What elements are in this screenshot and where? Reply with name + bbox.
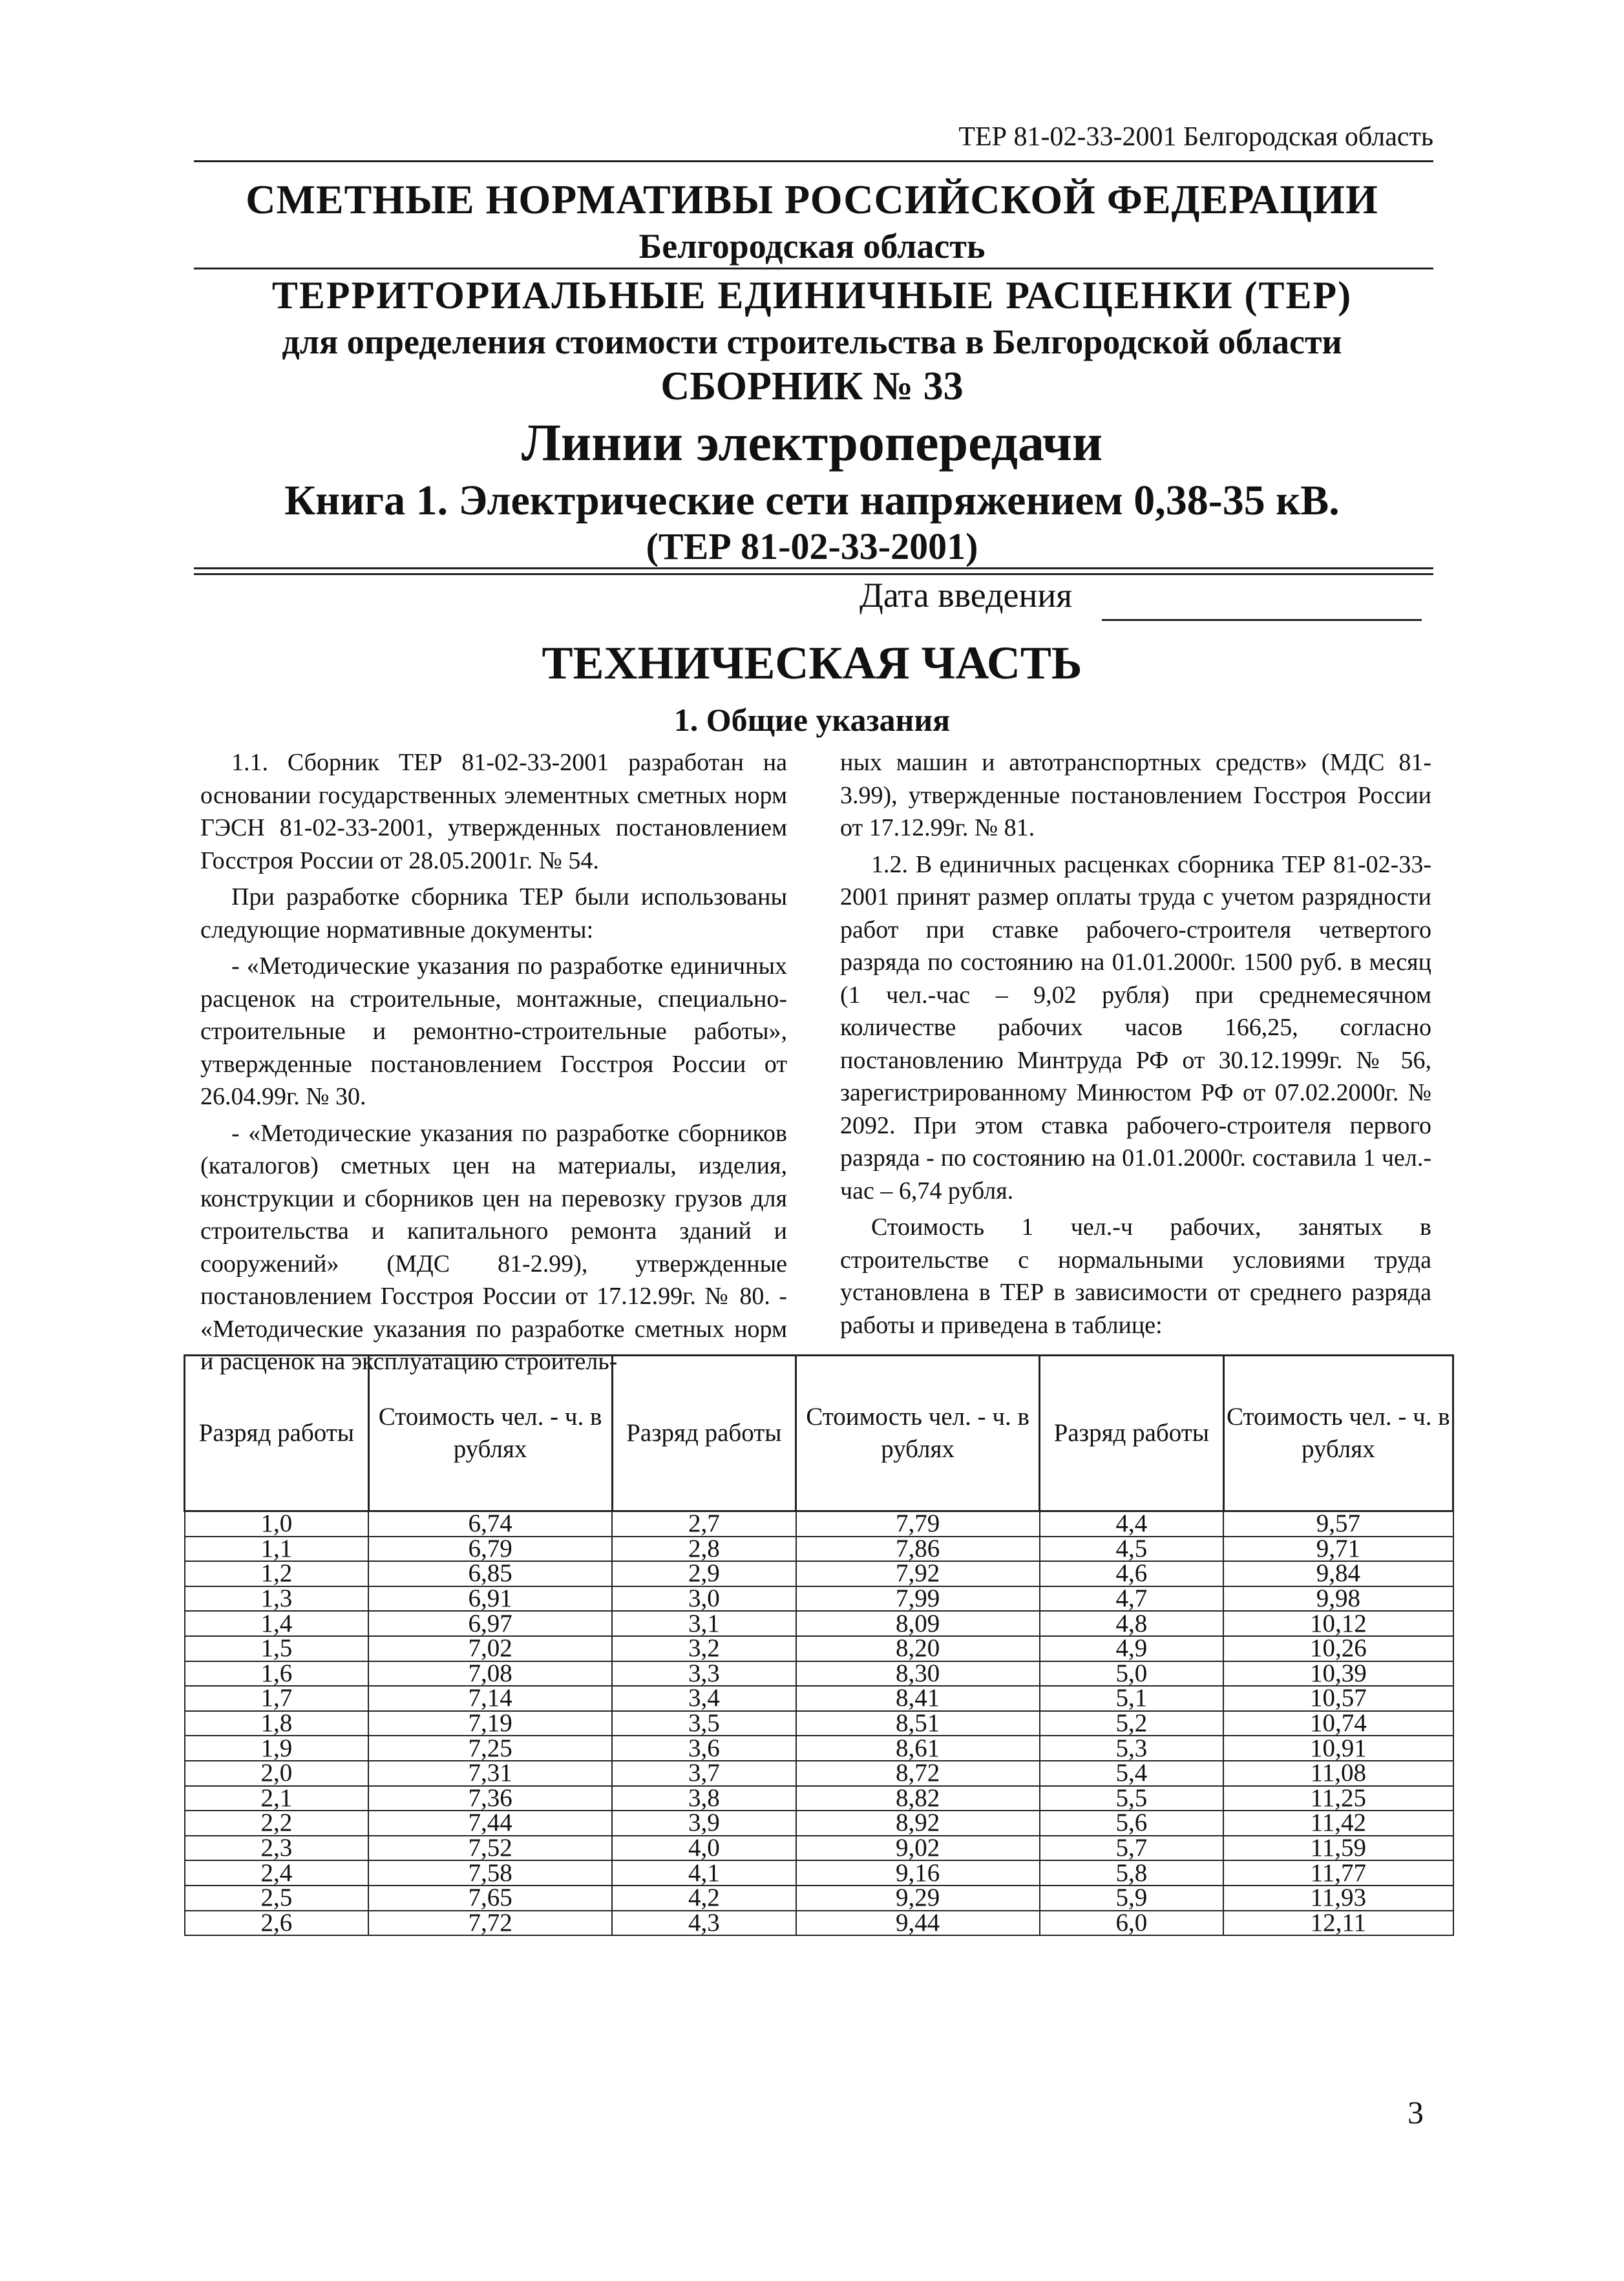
grade-cell: 5,8 <box>1040 1860 1224 1886</box>
cost-cell: 8,51 <box>796 1711 1040 1736</box>
grade-cell: 1,7 <box>185 1686 369 1711</box>
table-row <box>185 1636 1453 1661</box>
grade-cell: 3,8 <box>612 1786 796 1811</box>
cost-cell: 7,86 <box>796 1537 1040 1562</box>
grade-cell: 1,3 <box>185 1586 369 1612</box>
header-cost: Стоимость чел. - ч. в рублях <box>368 1356 612 1511</box>
grade-cell: 3,4 <box>612 1686 796 1711</box>
grade-cell: 4,3 <box>612 1911 796 1936</box>
grade-cell: 4,7 <box>1040 1586 1224 1612</box>
cost-cell: 7,79 <box>796 1511 1040 1537</box>
header-cost: Стоимость чел. - ч. в рублях <box>1223 1356 1453 1511</box>
title-line-5: СБОРНИК № 33 <box>660 364 964 408</box>
grade-cell: 1,6 <box>185 1661 369 1687</box>
table-row <box>185 1537 1453 1562</box>
cost-cell: 8,41 <box>796 1686 1040 1711</box>
cost-cell: 7,72 <box>368 1911 612 1936</box>
grade-cell: 5,0 <box>1040 1661 1224 1687</box>
grade-cell: 2,9 <box>612 1561 796 1586</box>
paragraph: ных машин и автотранспортных средств» (МДС 81-3.99), утвержденные постановлением Госстроя России от 17.12.99г. № 81. <box>840 749 1431 841</box>
grade-cell: 5,1 <box>1040 1686 1224 1711</box>
title-line-4: для определения стоимости строительства в Белгородской области <box>282 322 1342 361</box>
cost-cell: 7,02 <box>368 1636 612 1661</box>
cost-cell: 6,85 <box>368 1561 612 1586</box>
grade-cell: 2,2 <box>185 1811 369 1836</box>
cost-cell: 6,74 <box>368 1511 612 1537</box>
grade-cell: 2,0 <box>185 1761 369 1786</box>
running-header: ТЕР 81-02-33-2001 Белгородская область <box>958 122 1433 152</box>
cost-cell: 7,19 <box>368 1711 612 1736</box>
grade-cell: 2,7 <box>612 1511 796 1537</box>
cost-cell: 8,09 <box>796 1611 1040 1636</box>
cost-cell: 8,82 <box>796 1786 1040 1811</box>
grade-cell: 4,5 <box>1040 1537 1224 1562</box>
grade-cell: 2,8 <box>612 1537 796 1562</box>
cost-cell: 7,58 <box>368 1860 612 1886</box>
cost-cell: 7,31 <box>368 1761 612 1786</box>
table-row <box>185 1736 1453 1761</box>
grade-cell: 3,5 <box>612 1711 796 1736</box>
section-title: ТЕХНИЧЕСКАЯ ЧАСТЬ <box>542 637 1082 689</box>
cost-cell: 6,79 <box>368 1537 612 1562</box>
cost-cell: 7,08 <box>368 1661 612 1687</box>
cost-cell: 8,20 <box>796 1636 1040 1661</box>
grade-cell: 3,0 <box>612 1586 796 1612</box>
grade-cell: 5,3 <box>1040 1736 1224 1761</box>
grade-cell: 1,0 <box>185 1511 369 1537</box>
cost-cell: 8,30 <box>796 1661 1040 1687</box>
title-line-2: Белгородская область <box>638 227 986 266</box>
table-header-row <box>185 1356 1453 1511</box>
cost-cell: 10,57 <box>1223 1686 1453 1711</box>
table-row <box>185 1711 1453 1736</box>
grade-cell: 5,2 <box>1040 1711 1224 1736</box>
table-row <box>185 1661 1453 1687</box>
cost-cell: 11,93 <box>1223 1886 1453 1911</box>
grade-cell: 3,2 <box>612 1636 796 1661</box>
paragraph: 1.2. В единичных расценках сборника ТЕР 81-02-33-2001 принят размер оплаты труда с учетом разрядности работ при ставке рабочего-строителя четвертого разряда по состоянию на 01.01.2000г. 1500 руб. в месяц (1 чел.-час – 9,02 рубля) при среднемесячном количестве рабочих часов 166,25, согласно постановлению Минтруда РФ от 30.12.1999г. № 56, зарегистрированному Минюстом РФ от 07.02.2000г. № 2092. При этом ставка рабочего-строителя первого разряда - по состоянию на 01.01.2000г. составила 1 чел.-час – 6,74 рубля. <box>840 850 1431 1204</box>
grade-cell: 3,3 <box>612 1661 796 1687</box>
grade-cell: 1,5 <box>185 1636 369 1661</box>
table-row <box>185 1811 1453 1836</box>
cost-cell: 9,16 <box>796 1860 1040 1886</box>
grade-cell: 5,4 <box>1040 1761 1224 1786</box>
cost-cell: 7,65 <box>368 1886 612 1911</box>
table-row <box>185 1836 1453 1861</box>
grade-cell: 4,1 <box>612 1860 796 1886</box>
header-rule <box>194 160 1433 162</box>
grade-cell: 4,2 <box>612 1886 796 1911</box>
page-number: 3 <box>1408 2094 1424 2130</box>
cost-cell: 6,97 <box>368 1611 612 1636</box>
cost-cell: 11,77 <box>1223 1860 1453 1886</box>
right-text-column <box>840 746 1431 1345</box>
table-row <box>185 1686 1453 1711</box>
cost-cell: 9,98 <box>1223 1586 1453 1612</box>
cost-cell: 9,57 <box>1223 1511 1453 1537</box>
grade-cell: 4,0 <box>612 1836 796 1861</box>
cost-cell: 9,29 <box>796 1886 1040 1911</box>
title-double-rule-bottom <box>194 573 1433 575</box>
table-row <box>185 1886 1453 1911</box>
grade-cell: 1,2 <box>185 1561 369 1586</box>
header-cost: Стоимость чел. - ч. в рублях <box>796 1356 1040 1511</box>
cost-cell: 10,39 <box>1223 1661 1453 1687</box>
grade-cell: 5,9 <box>1040 1886 1224 1911</box>
table-row <box>185 1511 1453 1537</box>
cost-cell: 7,14 <box>368 1686 612 1711</box>
paragraph: Стоимость 1 чел.-ч рабочих, занятых в строительстве с нормальными условиями труда установлена в ТЕР в зависимости от среднего разряда работы и приведена в таблице: <box>840 1214 1431 1339</box>
cost-cell: 8,92 <box>796 1811 1040 1836</box>
grade-cell: 2,6 <box>185 1911 369 1936</box>
paragraph: 1.1. Сборник ТЕР 81-02-33-2001 разработан на основании государственных элементных сметных норм ГЭСН 81-02-33-2001, утвержденных постановлением Госстроя России от 28.05.2001г. № 54. <box>200 749 787 874</box>
cost-cell: 8,61 <box>796 1736 1040 1761</box>
header-grade: Разряд работы <box>612 1356 796 1511</box>
grade-cell: 2,4 <box>185 1860 369 1886</box>
grade-cell: 3,7 <box>612 1761 796 1786</box>
cost-cell: 7,99 <box>796 1586 1040 1612</box>
grade-cell: 3,6 <box>612 1736 796 1761</box>
grade-cell: 4,4 <box>1040 1511 1224 1537</box>
cost-cell: 8,72 <box>796 1761 1040 1786</box>
title-line-1: СМЕТНЫЕ НОРМАТИВЫ РОССИЙСКОЙ ФЕДЕРАЦИИ <box>246 176 1378 222</box>
cost-cell: 7,52 <box>368 1836 612 1861</box>
table-row <box>185 1561 1453 1586</box>
grade-cell: 1,4 <box>185 1611 369 1636</box>
grade-cell: 2,1 <box>185 1786 369 1811</box>
date-blank-line <box>1102 619 1422 621</box>
grade-cell: 3,9 <box>612 1811 796 1836</box>
table-row <box>185 1786 1453 1811</box>
cost-cell: 10,12 <box>1223 1611 1453 1636</box>
cost-cell: 12,11 <box>1223 1911 1453 1936</box>
table-row <box>185 1761 1453 1786</box>
cost-cell: 9,84 <box>1223 1561 1453 1586</box>
title-double-rule-top <box>194 567 1433 569</box>
grade-cell: 4,8 <box>1040 1611 1224 1636</box>
paragraph: - «Методические указания по разработке сборников (каталогов) сметных цен на материалы, изделия, конструкции и сборников цен на перевозку грузов для строительства и капитального ремонта зданий и сооружений» (МДС 81-2.99), утвержденные постановлением Госстроя России от 17.12.99г. № 80. - «Методические указания по разработке сметных норм и расценок на эксплуатацию строитель- <box>200 1119 787 1375</box>
title-line-6: Линии электропередачи <box>521 413 1103 472</box>
cost-cell: 11,42 <box>1223 1811 1453 1836</box>
grade-cell: 1,1 <box>185 1537 369 1562</box>
grade-cell: 3,1 <box>612 1611 796 1636</box>
cost-cell: 11,25 <box>1223 1786 1453 1811</box>
cost-cell: 6,91 <box>368 1586 612 1612</box>
cost-cell: 10,91 <box>1223 1736 1453 1761</box>
table-row <box>185 1911 1453 1936</box>
cost-cell: 11,08 <box>1223 1761 1453 1786</box>
paragraph: При разработке сборника ТЕР были использованы следующие нормативные документы: <box>200 883 787 943</box>
grade-cell: 1,9 <box>185 1736 369 1761</box>
title-line-3: ТЕРРИТОРИАЛЬНЫЕ ЕДИНИЧНЫЕ РАСЦЕНКИ (ТЕР) <box>271 274 1353 317</box>
subsection-title: 1. Общие указания <box>673 702 951 738</box>
cost-cell: 9,02 <box>796 1836 1040 1861</box>
grade-cell: 5,5 <box>1040 1786 1224 1811</box>
left-text-column <box>200 746 787 1382</box>
cost-cell: 7,36 <box>368 1786 612 1811</box>
title-rule-1 <box>194 268 1433 269</box>
cost-cell: 7,44 <box>368 1811 612 1836</box>
table-row <box>185 1586 1453 1612</box>
header-grade: Разряд работы <box>1040 1356 1224 1511</box>
title-line-8: (ТЕР 81-02-33-2001) <box>646 525 978 567</box>
grade-cell: 4,6 <box>1040 1561 1224 1586</box>
grade-cell: 2,3 <box>185 1836 369 1861</box>
cost-cell: 9,71 <box>1223 1537 1453 1562</box>
labor-cost-table <box>184 1354 1454 1936</box>
grade-cell: 2,5 <box>185 1886 369 1911</box>
cost-cell: 10,74 <box>1223 1711 1453 1736</box>
grade-cell: 4,9 <box>1040 1636 1224 1661</box>
cost-cell: 11,59 <box>1223 1836 1453 1861</box>
grade-cell: 5,7 <box>1040 1836 1224 1861</box>
cost-cell: 7,25 <box>368 1736 612 1761</box>
cost-cell: 7,92 <box>796 1561 1040 1586</box>
header-grade: Разряд работы <box>185 1356 369 1511</box>
table-row <box>185 1611 1453 1636</box>
grade-cell: 5,6 <box>1040 1811 1224 1836</box>
cost-cell: 9,44 <box>796 1911 1040 1936</box>
table-row <box>185 1860 1453 1886</box>
date-label: Дата введения <box>859 576 1073 615</box>
paragraph: - «Методические указания по разработке единичных расценок на строительные, монтажные, специально-строительные и ремонтно-строительные работы», утвержденные постановлением Госстроя России от 26.04.99г. № 30. <box>200 952 787 1110</box>
grade-cell: 6,0 <box>1040 1911 1224 1936</box>
cost-cell: 10,26 <box>1223 1636 1453 1661</box>
title-line-7: Книга 1. Электрические сети напряжением 0,38-35 кВ. <box>284 477 1340 524</box>
grade-cell: 1,8 <box>185 1711 369 1736</box>
